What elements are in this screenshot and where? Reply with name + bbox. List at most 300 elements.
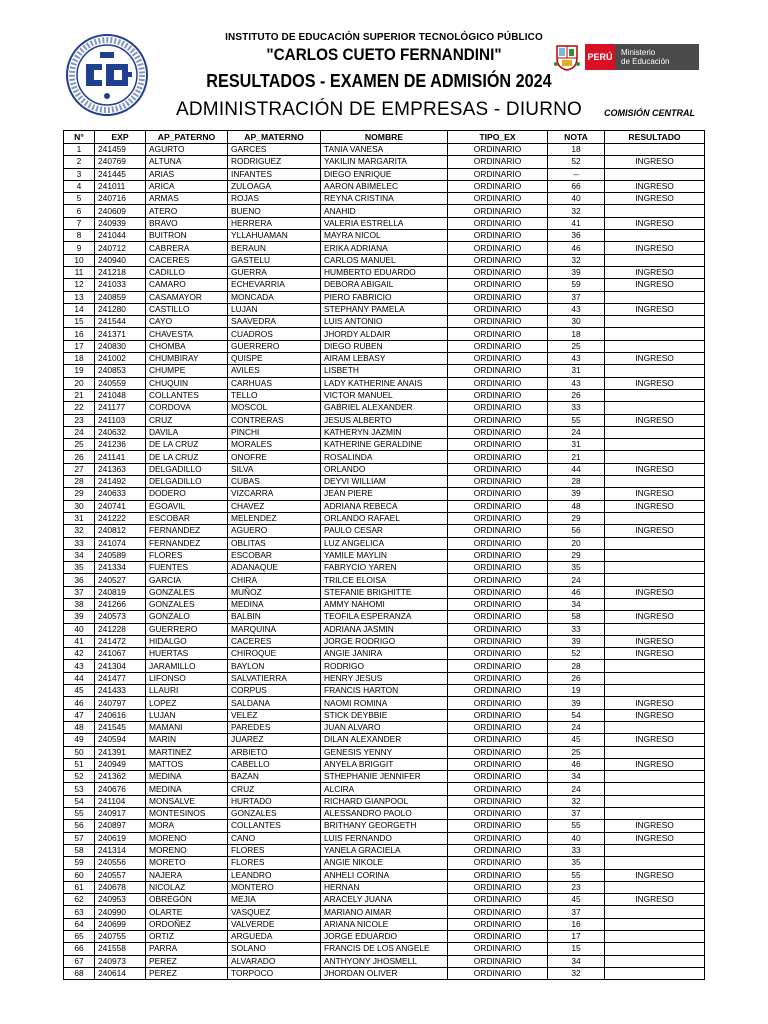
exp-cell: 240527	[95, 574, 146, 586]
ap-materno-cell: MELENDEZ	[228, 512, 321, 524]
nombre-cell: AARON ABIMELEC	[321, 180, 448, 192]
tipo-ex-cell: ORDINARIO	[448, 635, 548, 647]
ap-paterno-cell: DE LA CRUZ	[146, 439, 228, 451]
resultado-cell: INGRESO	[605, 217, 705, 229]
resultado-cell: INGRESO	[605, 648, 705, 660]
nombre-cell: ALCIRA	[321, 783, 448, 795]
exp-cell: 241236	[95, 439, 146, 451]
table-row	[64, 254, 705, 266]
nota-cell: 20	[548, 537, 605, 549]
resultado-cell	[605, 918, 705, 930]
row-number: 34	[64, 549, 95, 561]
tipo-ex-cell: ORDINARIO	[448, 426, 548, 438]
nota-cell: 17	[548, 931, 605, 943]
table-row	[64, 943, 705, 955]
nota-cell: 24	[548, 721, 605, 733]
tipo-ex-cell: ORDINARIO	[448, 451, 548, 463]
nombre-cell: STICK DEYBBIE	[321, 709, 448, 721]
table-row	[64, 316, 705, 328]
ap-materno-cell: MEJIA	[228, 894, 321, 906]
nombre-cell: VALERIA ESTRELLA	[321, 217, 448, 229]
table-row	[64, 746, 705, 758]
table-row	[64, 574, 705, 586]
tipo-ex-cell: ORDINARIO	[448, 746, 548, 758]
table-row	[64, 414, 705, 426]
exp-cell: 240594	[95, 734, 146, 746]
exp-cell: 241544	[95, 316, 146, 328]
table-row	[64, 918, 705, 930]
tipo-ex-cell: ORDINARIO	[448, 685, 548, 697]
exp-cell: 240853	[95, 365, 146, 377]
resultado-cell	[605, 168, 705, 180]
nombre-cell: REYNA CRISTINA	[321, 193, 448, 205]
exp-cell: 240716	[95, 193, 146, 205]
row-number: 28	[64, 476, 95, 488]
row-number: 13	[64, 291, 95, 303]
ap-materno-cell: ROJAS	[228, 193, 321, 205]
ap-paterno-cell: CORDOVA	[146, 402, 228, 414]
resultado-cell	[605, 672, 705, 684]
ap-materno-cell: GARCES	[228, 144, 321, 156]
nota-cell: 40	[548, 193, 605, 205]
tipo-ex-cell: ORDINARIO	[448, 353, 548, 365]
row-number: 64	[64, 918, 95, 930]
nombre-cell: RODRIGO	[321, 660, 448, 672]
table-row	[64, 537, 705, 549]
resultado-cell	[605, 844, 705, 856]
table-row	[64, 340, 705, 352]
row-number: 59	[64, 857, 95, 869]
table-row	[64, 205, 705, 217]
row-number: 18	[64, 353, 95, 365]
nombre-cell: LISBETH	[321, 365, 448, 377]
ministry-label	[615, 44, 699, 70]
nota-cell: 34	[548, 771, 605, 783]
nombre-cell: STHEPHANIE JENNIFER	[321, 771, 448, 783]
ap-paterno-cell: LOPEZ	[146, 697, 228, 709]
nota-cell: 55	[548, 414, 605, 426]
table-row	[64, 303, 705, 315]
nombre-cell: ANHELI CORINA	[321, 869, 448, 881]
nombre-cell: STEFANIE BRIGHITTE	[321, 586, 448, 598]
ap-materno-cell: BERAUN	[228, 242, 321, 254]
row-number: 43	[64, 660, 95, 672]
commission-label: COMISIÓN CENTRAL	[604, 108, 695, 118]
tipo-ex-cell: ORDINARIO	[448, 931, 548, 943]
resultado-cell	[605, 721, 705, 733]
nombre-cell: TRILCE ELOISA	[321, 574, 448, 586]
nombre-cell: KATHERYN JAZMIN	[321, 426, 448, 438]
resultado-cell	[605, 771, 705, 783]
tipo-ex-cell: ORDINARIO	[448, 316, 548, 328]
nota-cell: 37	[548, 906, 605, 918]
nota-cell: 32	[548, 254, 605, 266]
table-row	[64, 906, 705, 918]
ap-paterno-cell: FERNANDEZ	[146, 537, 228, 549]
nota-cell: 36	[548, 230, 605, 242]
row-number: 42	[64, 648, 95, 660]
table-row	[64, 525, 705, 537]
row-number: 52	[64, 771, 95, 783]
tipo-ex-cell: ORDINARIO	[448, 365, 548, 377]
resultado-cell: INGRESO	[605, 734, 705, 746]
career-title: ADMINISTRACIÓN DE EMPRESAS - DIURNO	[176, 99, 583, 120]
ap-paterno-cell: OBREGÓN	[146, 894, 228, 906]
row-number: 68	[64, 967, 95, 979]
nota-cell: 32	[548, 205, 605, 217]
nombre-cell: CARLOS MANUEL	[321, 254, 448, 266]
ap-paterno-cell: MAMANI	[146, 721, 228, 733]
nombre-cell: ARIANA NICOLE	[321, 918, 448, 930]
table-body	[64, 144, 705, 980]
tipo-ex-cell: ORDINARIO	[448, 697, 548, 709]
ap-paterno-cell: CADILLO	[146, 266, 228, 278]
nota-cell: 28	[548, 660, 605, 672]
ap-materno-cell: QUISPE	[228, 353, 321, 365]
resultado-cell: INGRESO	[605, 156, 705, 168]
nombre-cell: YAKILIN MARGARITA	[321, 156, 448, 168]
exp-cell: 241371	[95, 328, 146, 340]
exp-cell: 241044	[95, 230, 146, 242]
nombre-cell: ADRIANA REBECA	[321, 500, 448, 512]
ap-materno-cell: SOLANO	[228, 943, 321, 955]
nota-cell: 44	[548, 463, 605, 475]
ap-paterno-cell: OLARTE	[146, 906, 228, 918]
row-number: 46	[64, 697, 95, 709]
resultado-cell: INGRESO	[605, 832, 705, 844]
ap-materno-cell: CARHUAS	[228, 377, 321, 389]
row-number: 63	[64, 906, 95, 918]
row-number: 23	[64, 414, 95, 426]
exp-cell: 240830	[95, 340, 146, 352]
nombre-cell: JHORDAN OLIVER	[321, 967, 448, 979]
nota-cell: 28	[548, 476, 605, 488]
nombre-cell: DIEGO RUBEN	[321, 340, 448, 352]
ap-paterno-cell: LLAURI	[146, 685, 228, 697]
ap-materno-cell: ALVARADO	[228, 955, 321, 967]
table-row	[64, 353, 705, 365]
resultado-cell	[605, 365, 705, 377]
ap-paterno-cell: MEDINA	[146, 783, 228, 795]
resultado-cell	[605, 906, 705, 918]
ap-paterno-cell: FERNANDEZ	[146, 525, 228, 537]
ap-materno-cell: BALBIN	[228, 611, 321, 623]
resultado-cell	[605, 783, 705, 795]
tipo-ex-cell: ORDINARIO	[448, 242, 548, 254]
ap-paterno-cell: CACERES	[146, 254, 228, 266]
nota-cell: 56	[548, 525, 605, 537]
ap-paterno-cell: ORTIZ	[146, 931, 228, 943]
nota-cell: 31	[548, 439, 605, 451]
resultado-cell	[605, 328, 705, 340]
table-row	[64, 586, 705, 598]
ap-materno-cell: CORPUS	[228, 685, 321, 697]
exp-cell: 241280	[95, 303, 146, 315]
tipo-ex-cell: ORDINARIO	[448, 611, 548, 623]
tipo-ex-cell: ORDINARIO	[448, 943, 548, 955]
nombre-cell: JEAN PIERE	[321, 488, 448, 500]
ap-paterno-cell: ALTUNA	[146, 156, 228, 168]
resultado-cell	[605, 623, 705, 635]
tipo-ex-cell: ORDINARIO	[448, 586, 548, 598]
row-number: 20	[64, 377, 95, 389]
tipo-ex-cell: ORDINARIO	[448, 906, 548, 918]
resultado-cell	[605, 857, 705, 869]
ap-paterno-cell: MORA	[146, 820, 228, 832]
nota-cell: 58	[548, 611, 605, 623]
nota-cell: 45	[548, 894, 605, 906]
nota-cell: 35	[548, 562, 605, 574]
ap-paterno-cell: CASAMAYOR	[146, 291, 228, 303]
nota-cell: 55	[548, 820, 605, 832]
ap-materno-cell: TORPOCO	[228, 967, 321, 979]
ap-materno-cell: GUERRERO	[228, 340, 321, 352]
exp-cell: 240859	[95, 291, 146, 303]
tipo-ex-cell: ORDINARIO	[448, 808, 548, 820]
exp-cell: 240953	[95, 894, 146, 906]
exp-cell: 241477	[95, 672, 146, 684]
tipo-ex-cell: ORDINARIO	[448, 918, 548, 930]
tipo-ex-cell: ORDINARIO	[448, 783, 548, 795]
ap-materno-cell: HURTADO	[228, 795, 321, 807]
table-row	[64, 598, 705, 610]
nombre-cell: KATHERINE GERALDINE	[321, 439, 448, 451]
resultado-cell	[605, 451, 705, 463]
nota-cell: 25	[548, 746, 605, 758]
nota-cell: 43	[548, 377, 605, 389]
ap-paterno-cell: CABRERA	[146, 242, 228, 254]
exp-cell: 241048	[95, 389, 146, 401]
tipo-ex-cell: ORDINARIO	[448, 574, 548, 586]
ap-paterno-cell: HIDALGO	[146, 635, 228, 647]
tipo-ex-cell: ORDINARIO	[448, 500, 548, 512]
tipo-ex-cell: ORDINARIO	[448, 512, 548, 524]
ap-paterno-cell: BRAVO	[146, 217, 228, 229]
exp-cell: 240741	[95, 500, 146, 512]
nombre-cell: ANYELA BRIGGIT	[321, 758, 448, 770]
nota-cell: 34	[548, 598, 605, 610]
table-row	[64, 168, 705, 180]
row-number: 27	[64, 463, 95, 475]
ap-materno-cell: CACERES	[228, 635, 321, 647]
resultado-cell	[605, 574, 705, 586]
tipo-ex-cell: ORDINARIO	[448, 795, 548, 807]
peru-coat-of-arms-icon	[553, 42, 581, 72]
row-number: 35	[64, 562, 95, 574]
exp-cell: 240990	[95, 906, 146, 918]
ap-materno-cell: ADANAQUE	[228, 562, 321, 574]
nota-cell: 43	[548, 303, 605, 315]
table-row	[64, 623, 705, 635]
table-row	[64, 180, 705, 192]
ap-materno-cell: CABELLO	[228, 758, 321, 770]
table-row	[64, 439, 705, 451]
resultado-cell	[605, 881, 705, 893]
resultado-cell: INGRESO	[605, 353, 705, 365]
table-row	[64, 377, 705, 389]
tipo-ex-cell: ORDINARIO	[448, 254, 548, 266]
nota-cell: 33	[548, 844, 605, 856]
nota-cell: 19	[548, 685, 605, 697]
ap-paterno-cell: FUENTES	[146, 562, 228, 574]
nota-cell: --	[548, 168, 605, 180]
resultado-cell: INGRESO	[605, 193, 705, 205]
exp-cell: 241141	[95, 451, 146, 463]
resultado-cell	[605, 476, 705, 488]
nombre-cell: FABRYCIO YAREN	[321, 562, 448, 574]
table-row	[64, 230, 705, 242]
ap-materno-cell: VIZCARRA	[228, 488, 321, 500]
table-row	[64, 365, 705, 377]
table-row	[64, 512, 705, 524]
table-row	[64, 402, 705, 414]
exp-cell: 240699	[95, 918, 146, 930]
exp-cell: 240678	[95, 881, 146, 893]
header-ap-paterno: AP_PATERNO	[146, 131, 228, 144]
resultado-cell: INGRESO	[605, 488, 705, 500]
nombre-cell: LADY KATHERINE ANAIS	[321, 377, 448, 389]
table-row	[64, 808, 705, 820]
ap-paterno-cell: FLORES	[146, 549, 228, 561]
row-number: 33	[64, 537, 95, 549]
exp-cell: 241545	[95, 721, 146, 733]
exp-cell: 241177	[95, 402, 146, 414]
ap-paterno-cell: LUJAN	[146, 709, 228, 721]
ap-materno-cell: SALDANA	[228, 697, 321, 709]
ap-materno-cell: CHIRA	[228, 574, 321, 586]
table-row	[64, 266, 705, 278]
nombre-cell: YAMILE MAYLIN	[321, 549, 448, 561]
ap-paterno-cell: AGURTO	[146, 144, 228, 156]
row-number: 51	[64, 758, 95, 770]
ap-materno-cell: LEANDRO	[228, 869, 321, 881]
nombre-cell: JHORDY ALDAIR	[321, 328, 448, 340]
ap-materno-cell: CHIROQUE	[228, 648, 321, 660]
ap-materno-cell: ARBIETO	[228, 746, 321, 758]
row-number: 47	[64, 709, 95, 721]
row-number: 15	[64, 316, 95, 328]
table-row	[64, 193, 705, 205]
resultado-cell: INGRESO	[605, 869, 705, 881]
table-row	[64, 635, 705, 647]
ap-materno-cell: AVILES	[228, 365, 321, 377]
resultado-cell: INGRESO	[605, 635, 705, 647]
ap-paterno-cell: DAVILA	[146, 426, 228, 438]
nombre-cell: RICHARD GIANPOOL	[321, 795, 448, 807]
resultado-cell: INGRESO	[605, 697, 705, 709]
row-number: 56	[64, 820, 95, 832]
nota-cell: 48	[548, 500, 605, 512]
exp-cell: 241218	[95, 266, 146, 278]
header-ap-materno: AP_MATERNO	[228, 131, 321, 144]
nota-cell: 32	[548, 967, 605, 979]
ap-paterno-cell: CRUZ	[146, 414, 228, 426]
nombre-cell: HERNAN	[321, 881, 448, 893]
tipo-ex-cell: ORDINARIO	[448, 623, 548, 635]
nombre-cell: BRITHANY GEORGETH	[321, 820, 448, 832]
nota-cell: 46	[548, 242, 605, 254]
exp-cell: 240812	[95, 525, 146, 537]
exp-cell: 241011	[95, 180, 146, 192]
ap-paterno-cell: GONZALES	[146, 598, 228, 610]
nota-cell: 39	[548, 488, 605, 500]
row-number: 4	[64, 180, 95, 192]
tipo-ex-cell: ORDINARIO	[448, 266, 548, 278]
ap-paterno-cell: HUERTAS	[146, 648, 228, 660]
row-number: 53	[64, 783, 95, 795]
nota-cell: 46	[548, 586, 605, 598]
resultado-cell	[605, 795, 705, 807]
nota-cell: 52	[548, 648, 605, 660]
nota-cell: 59	[548, 279, 605, 291]
nombre-cell: LUIS ANTONIO	[321, 316, 448, 328]
nombre-cell: AMMY NAHOMI	[321, 598, 448, 610]
nota-cell: 16	[548, 918, 605, 930]
exp-cell: 241492	[95, 476, 146, 488]
nombre-cell: STEPHANY PAMELA	[321, 303, 448, 315]
ap-paterno-cell: CHAVESTA	[146, 328, 228, 340]
ap-paterno-cell: COLLANTES	[146, 389, 228, 401]
nota-cell: 18	[548, 328, 605, 340]
nota-cell: 24	[548, 783, 605, 795]
tipo-ex-cell: ORDINARIO	[448, 869, 548, 881]
ap-paterno-cell: CASTILLO	[146, 303, 228, 315]
exp-cell: 241266	[95, 598, 146, 610]
resultado-cell	[605, 967, 705, 979]
nombre-cell: FRANCIS DE LOS ANGELE	[321, 943, 448, 955]
tipo-ex-cell: ORDINARIO	[448, 721, 548, 733]
ap-paterno-cell: MORETO	[146, 857, 228, 869]
row-number: 7	[64, 217, 95, 229]
table-row	[64, 820, 705, 832]
ap-paterno-cell: ORDOÑEZ	[146, 918, 228, 930]
nombre-cell: JESUS ALBERTO	[321, 414, 448, 426]
table-row	[64, 156, 705, 168]
ap-paterno-cell: PARRA	[146, 943, 228, 955]
row-number: 54	[64, 795, 95, 807]
table-row	[64, 685, 705, 697]
nota-cell: 30	[548, 316, 605, 328]
tipo-ex-cell: ORDINARIO	[448, 771, 548, 783]
ap-paterno-cell: DODERO	[146, 488, 228, 500]
table-row	[64, 217, 705, 229]
ap-materno-cell: CUBAS	[228, 476, 321, 488]
resultado-cell	[605, 291, 705, 303]
row-number: 10	[64, 254, 95, 266]
resultado-cell	[605, 931, 705, 943]
table-row	[64, 881, 705, 893]
ap-materno-cell: MONCADA	[228, 291, 321, 303]
nombre-cell: JUAN ALVARO	[321, 721, 448, 733]
ap-materno-cell: CHAVEZ	[228, 500, 321, 512]
ap-materno-cell: BAYLON	[228, 660, 321, 672]
table-row	[64, 500, 705, 512]
ap-materno-cell: GUERRA	[228, 266, 321, 278]
nombre-cell: ROSALINDA	[321, 451, 448, 463]
resultado-cell: INGRESO	[605, 463, 705, 475]
nombre-cell: LUIS FERNANDO	[321, 832, 448, 844]
ap-materno-cell: YLLAHUAMAN	[228, 230, 321, 242]
nombre-cell: TANIA VANESA	[321, 144, 448, 156]
exp-cell: 241472	[95, 635, 146, 647]
nota-cell: 34	[548, 955, 605, 967]
tipo-ex-cell: ORDINARIO	[448, 279, 548, 291]
nombre-cell: DILAN ALEXANDER	[321, 734, 448, 746]
table-row	[64, 562, 705, 574]
nombre-cell: ANGIE NIKOLE	[321, 857, 448, 869]
row-number: 12	[64, 279, 95, 291]
ap-materno-cell: PINCHI	[228, 426, 321, 438]
